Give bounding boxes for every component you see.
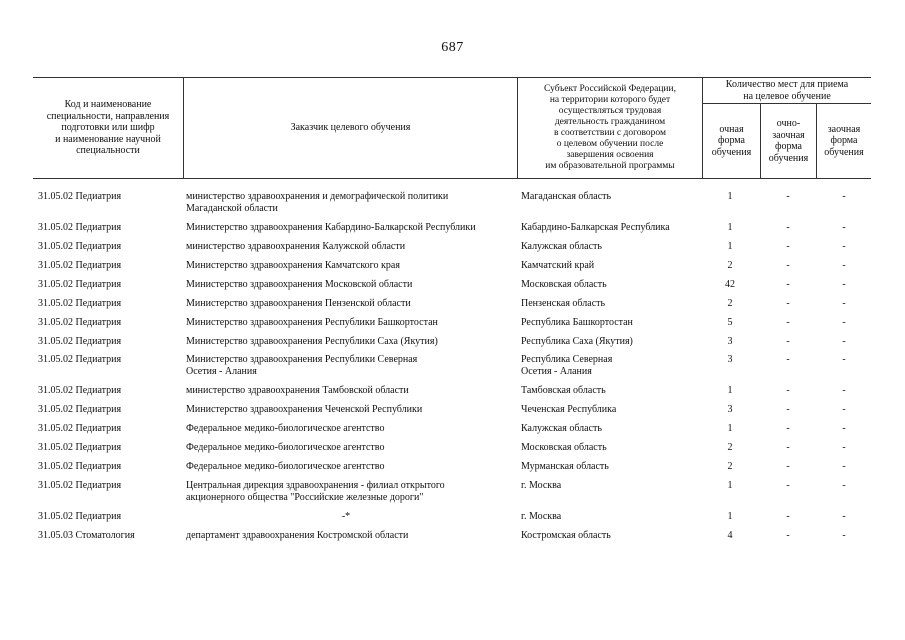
row-full-time: 2: [727, 461, 733, 472]
row-full-time: 3: [727, 336, 733, 347]
row-code: 31.05.02 Педиатрия: [38, 354, 122, 365]
header-places: Количество мест для приема на целевое обучение: [725, 79, 849, 102]
row-full-time: 2: [727, 442, 733, 453]
row-customer: Центральная дирекция здравоохранения - филиал открытого акционерного общества "Российские железные дороги": [186, 480, 445, 503]
row-correspondence: -: [842, 260, 846, 271]
row-full-time: 1: [727, 241, 733, 252]
row-correspondence: -: [842, 480, 846, 491]
row-code: 31.05.02 Педиатрия: [38, 298, 122, 309]
row-full-time: 4: [727, 530, 733, 541]
row-customer: -*: [341, 511, 351, 522]
row-correspondence: -: [842, 317, 846, 328]
row-part-time: -: [786, 279, 790, 290]
row-correspondence: -: [842, 404, 846, 415]
row-part-time: -: [786, 317, 790, 328]
row-full-time: 1: [727, 480, 733, 491]
row-subject: Кабардино-Балкарская Республика: [521, 222, 670, 233]
row-customer: Министерство здравоохранения Республики Башкортостан: [186, 317, 438, 328]
row-subject: Республика Башкортостан: [521, 317, 633, 328]
row-part-time: -: [786, 336, 790, 347]
row-subject: Костромская область: [521, 530, 611, 541]
row-customer: Министерство здравоохранения Московской области: [186, 279, 413, 290]
row-customer: министерство здравоохранения и демографической политики Магаданской области: [186, 191, 449, 214]
row-code: 31.05.03 Стоматология: [38, 530, 135, 541]
row-subject: Чеченская Республика: [521, 404, 617, 415]
header-subject: Субъект Российской Федерации, на территории которого будет осуществляться трудовая деятельность гражданином в соответствии с договором о целевом обучении после завершения освоения им образовательной программы: [544, 84, 676, 171]
page-number: 687: [441, 40, 464, 55]
row-customer: министерство здравоохранения Тамбовской области: [186, 385, 409, 396]
row-subject: Калужская область: [521, 241, 602, 252]
row-subject: Московская область: [521, 279, 607, 290]
row-code: 31.05.02 Педиатрия: [38, 191, 122, 202]
row-code: 31.05.02 Педиатрия: [38, 480, 122, 491]
header-full-time: очная форма обучения: [711, 123, 752, 158]
row-code: 31.05.02 Педиатрия: [38, 404, 122, 415]
row-correspondence: -: [842, 279, 846, 290]
row-full-time: 42: [725, 279, 735, 290]
row-full-time: 2: [727, 298, 733, 309]
row-full-time: 1: [727, 423, 733, 434]
row-code: 31.05.02 Педиатрия: [38, 511, 122, 522]
row-code: 31.05.02 Педиатрия: [38, 423, 122, 434]
row-part-time: -: [786, 298, 790, 309]
row-code: 31.05.02 Педиатрия: [38, 336, 122, 347]
row-customer: Министерство здравоохранения Пензенской области: [186, 298, 411, 309]
row-customer: Федеральное медико-биологическое агентство: [186, 442, 385, 453]
row-full-time: 1: [727, 385, 733, 396]
row-subject: Магаданская область: [521, 191, 612, 202]
row-customer: Министерство здравоохранения Кабардино-Балкарской Республики: [186, 222, 476, 233]
row-customer: Министерство здравоохранения Республики Саха (Якутия): [186, 336, 438, 347]
row-correspondence: -: [842, 298, 846, 309]
row-part-time: -: [786, 511, 790, 522]
row-code: 31.05.02 Педиатрия: [38, 279, 122, 290]
row-full-time: 3: [727, 404, 733, 415]
row-subject: Камчатский край: [521, 260, 595, 271]
row-customer: Министерство здравоохранения Камчатского края: [186, 260, 400, 271]
row-subject: Тамбовская область: [521, 385, 606, 396]
header-part-time: очно- заочная форма обучения: [768, 118, 809, 164]
row-customer: Федеральное медико-биологическое агентство: [186, 461, 385, 472]
row-subject: Мурманская область: [521, 461, 609, 472]
row-customer: министерство здравоохранения Калужской области: [186, 241, 406, 252]
row-correspondence: -: [842, 354, 846, 365]
row-part-time: -: [786, 191, 790, 202]
row-customer: департамент здравоохранения Костромской области: [186, 530, 409, 541]
row-code: 31.05.02 Педиатрия: [38, 222, 122, 233]
row-customer: Министерство здравоохранения Республики Северная Осетия - Алания: [186, 354, 418, 377]
row-part-time: -: [786, 480, 790, 491]
row-customer: Министерство здравоохранения Чеченской Республики: [186, 404, 423, 415]
row-part-time: -: [786, 530, 790, 541]
row-full-time: 5: [727, 317, 733, 328]
row-subject: г. Москва: [521, 511, 562, 522]
row-part-time: -: [786, 442, 790, 453]
row-correspondence: -: [842, 423, 846, 434]
row-part-time: -: [786, 241, 790, 252]
row-part-time: -: [786, 404, 790, 415]
row-part-time: -: [786, 222, 790, 233]
row-part-time: -: [786, 260, 790, 271]
row-correspondence: -: [842, 461, 846, 472]
row-correspondence: -: [842, 336, 846, 347]
row-code: 31.05.02 Педиатрия: [38, 461, 122, 472]
row-correspondence: -: [842, 530, 846, 541]
row-part-time: -: [786, 461, 790, 472]
header-customer: Заказчик целевого обучения: [290, 122, 411, 134]
row-correspondence: -: [842, 241, 846, 252]
row-correspondence: -: [842, 385, 846, 396]
row-code: 31.05.02 Педиатрия: [38, 385, 122, 396]
row-correspondence: -: [842, 222, 846, 233]
row-subject: г. Москва: [521, 480, 562, 491]
row-subject: Республика Саха (Якутия): [521, 336, 633, 347]
row-correspondence: -: [842, 511, 846, 522]
header-correspondence: заочная форма обучения: [824, 123, 864, 158]
row-part-time: -: [786, 354, 790, 365]
header-code: Код и наименование специальности, направления подготовки или шифр и наименование научной специальности: [46, 99, 170, 157]
row-subject: Республика Северная Осетия - Алания: [521, 354, 613, 377]
row-subject: Московская область: [521, 442, 607, 453]
row-part-time: -: [786, 423, 790, 434]
row-part-time: -: [786, 385, 790, 396]
row-code: 31.05.02 Педиатрия: [38, 317, 122, 328]
row-code: 31.05.02 Педиатрия: [38, 260, 122, 271]
row-full-time: 3: [727, 354, 733, 365]
row-code: 31.05.02 Педиатрия: [38, 241, 122, 252]
row-customer: Федеральное медико-биологическое агентство: [186, 423, 385, 434]
row-full-time: 1: [727, 222, 733, 233]
row-full-time: 2: [727, 260, 733, 271]
row-code: 31.05.02 Педиатрия: [38, 442, 122, 453]
row-correspondence: -: [842, 191, 846, 202]
row-subject: Калужская область: [521, 423, 602, 434]
row-full-time: 1: [727, 511, 733, 522]
row-correspondence: -: [842, 442, 846, 453]
row-subject: Пензенская область: [521, 298, 606, 309]
row-full-time: 1: [727, 191, 733, 202]
